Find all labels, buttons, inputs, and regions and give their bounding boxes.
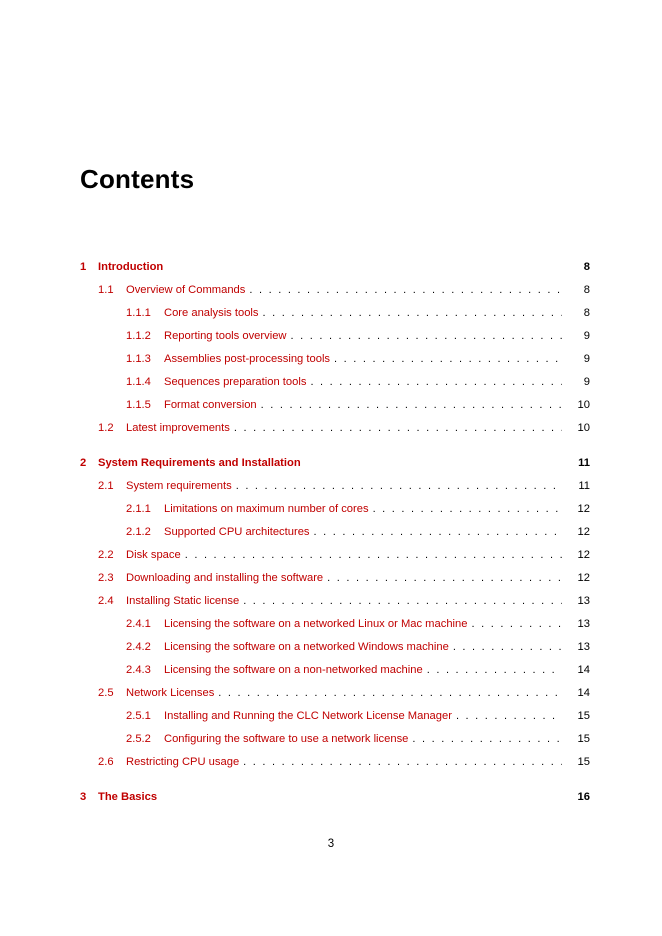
toc-entry-subsection[interactable] (80, 394, 590, 417)
toc-entry-page[interactable]: 8 (583, 261, 590, 273)
toc-entry-section[interactable] (80, 682, 590, 705)
dot-leader (185, 544, 562, 567)
toc-entry-section[interactable] (80, 567, 590, 590)
toc-entry-number[interactable]: 2.5.1 (126, 710, 151, 722)
toc-entry-subsection[interactable] (80, 728, 590, 751)
toc-entry-subsection[interactable] (80, 348, 590, 371)
toc-entry-page[interactable]: 14 (577, 687, 590, 699)
dot-leader (261, 394, 562, 417)
dot-leader (234, 417, 562, 440)
toc-entry-page[interactable]: 11 (578, 457, 590, 469)
dot-leader (243, 590, 562, 613)
toc-entry-number[interactable]: 1.1.1 (126, 307, 151, 319)
toc-entry-number[interactable]: 1.2 (98, 422, 114, 434)
table-of-contents (80, 256, 590, 809)
toc-entry-page[interactable]: 8 (583, 284, 590, 296)
toc-entry-number[interactable]: 1 (80, 261, 87, 273)
toc-entry-page[interactable]: 9 (583, 330, 590, 342)
page-title: Contents (80, 164, 195, 194)
toc-entry-number[interactable]: 2.4.3 (126, 664, 151, 676)
toc-entry-number[interactable]: 1.1.2 (126, 330, 151, 342)
toc-entry-number[interactable]: 2.3 (98, 572, 114, 584)
dot-leader (427, 659, 562, 682)
toc-entry-page[interactable]: 15 (577, 756, 590, 768)
toc-entry-page[interactable]: 13 (577, 595, 590, 607)
dot-leader (327, 567, 562, 590)
toc-entry-label[interactable]: Restricting CPU usage (126, 751, 243, 774)
toc-entry-page[interactable]: 15 (577, 733, 590, 745)
toc-entry-label[interactable]: System requirements (126, 475, 236, 498)
toc-entry-label[interactable]: Supported CPU architectures (164, 521, 314, 544)
toc-entry-page[interactable]: 9 (583, 376, 590, 388)
toc-entry-section[interactable] (80, 544, 590, 567)
toc-entry-section[interactable] (80, 475, 590, 498)
dot-leader (471, 613, 562, 636)
toc-entry-label[interactable]: Introduction (98, 256, 167, 279)
toc-entry-page[interactable]: 16 (577, 791, 590, 803)
toc-entry-subsection[interactable] (80, 521, 590, 544)
toc-entry-label[interactable]: Installing Static license (126, 590, 243, 613)
toc-entry-label[interactable]: The Basics (98, 786, 161, 809)
toc-entry-number[interactable]: 3 (80, 791, 87, 803)
dot-leader (263, 302, 562, 325)
dot-leader (243, 751, 562, 774)
toc-entry-label[interactable]: Overview of Commands (126, 279, 249, 302)
dot-leader (218, 682, 562, 705)
dot-leader (453, 636, 562, 659)
toc-entry-number[interactable]: 2.2 (98, 549, 114, 561)
toc-entry-label[interactable]: Format conversion (164, 394, 261, 417)
toc-entry-number[interactable]: 2.1.2 (126, 526, 151, 538)
toc-entry-label[interactable]: Network Licenses (126, 682, 218, 705)
toc-entry-page[interactable]: 11 (578, 480, 590, 492)
toc-entry-subsection[interactable] (80, 302, 590, 325)
dot-leader (236, 475, 562, 498)
toc-entry-page[interactable]: 9 (583, 353, 590, 365)
toc-entry-subsection[interactable] (80, 498, 590, 521)
toc-entry-label[interactable]: Licensing the software on a non-networked machine (164, 659, 427, 682)
toc-entry-subsection[interactable] (80, 636, 590, 659)
toc-entry-subsection[interactable] (80, 371, 590, 394)
page-number: 3 (327, 838, 335, 850)
toc-entry-section[interactable] (80, 279, 590, 302)
toc-entry-number[interactable]: 1.1.3 (126, 353, 151, 365)
toc-entry-label[interactable]: Downloading and installing the software (126, 567, 327, 590)
toc-entry-subsection[interactable] (80, 325, 590, 348)
toc-entry-page[interactable]: 14 (577, 664, 590, 676)
toc-entry-label[interactable]: Reporting tools overview (164, 325, 291, 348)
toc-entry-number[interactable]: 2.6 (98, 756, 114, 768)
toc-entry-page[interactable]: 12 (577, 549, 590, 561)
toc-entry-number[interactable]: 2.1.1 (126, 503, 151, 515)
toc-entry-page[interactable]: 13 (577, 618, 590, 630)
dot-leader (334, 348, 562, 371)
dot-leader (291, 325, 563, 348)
toc-entry-section[interactable] (80, 751, 590, 774)
toc-entry-page[interactable]: 10 (577, 422, 590, 434)
toc-entry-page[interactable]: 12 (577, 572, 590, 584)
toc-entry-label[interactable]: Licensing the software on a networked Windows machine (164, 636, 453, 659)
toc-entry-number[interactable]: 2.5 (98, 687, 114, 699)
toc-entry-section[interactable] (80, 417, 590, 440)
toc-entry-number[interactable]: 2.4.2 (126, 641, 151, 653)
toc-entry-subsection[interactable] (80, 613, 590, 636)
toc-entry-label[interactable]: Limitations on maximum number of cores (164, 498, 373, 521)
toc-entry-number[interactable]: 2.4.1 (126, 618, 151, 630)
dot-leader (456, 705, 562, 728)
toc-entry-page[interactable]: 13 (577, 641, 590, 653)
toc-entry-label[interactable]: Sequences preparation tools (164, 371, 310, 394)
toc-entry-page[interactable]: 8 (583, 307, 590, 319)
toc-entry-number[interactable]: 2.4 (98, 595, 114, 607)
toc-entry-subsection[interactable] (80, 705, 590, 728)
dot-leader (314, 521, 562, 544)
toc-entry-subsection[interactable] (80, 659, 590, 682)
toc-entry-label[interactable]: Assemblies post-processing tools (164, 348, 334, 371)
toc-entry-page[interactable]: 12 (577, 503, 590, 515)
toc-entry-number[interactable]: 2.5.2 (126, 733, 151, 745)
toc-entry-number[interactable]: 2.1 (98, 480, 114, 492)
toc-entry-label[interactable]: Licensing the software on a networked Linux or Mac machine (164, 613, 471, 636)
toc-entry-number[interactable]: 1.1.4 (126, 376, 151, 388)
dot-leader (412, 728, 562, 751)
dot-leader (373, 498, 562, 521)
toc-entry-page[interactable]: 15 (577, 710, 590, 722)
toc-entry-label[interactable]: Configuring the software to use a network license (164, 728, 412, 751)
toc-entry-label[interactable]: Core analysis tools (164, 302, 263, 325)
toc-entry-section[interactable] (80, 590, 590, 613)
toc-entry-number[interactable]: 1.1.5 (126, 399, 151, 411)
toc-entry-number[interactable]: 1.1 (98, 284, 114, 296)
toc-entry-page[interactable]: 12 (577, 526, 590, 538)
dot-leader (310, 371, 562, 394)
toc-entry-label[interactable]: Installing and Running the CLC Network License Manager (164, 705, 456, 728)
toc-entry-page[interactable]: 10 (577, 399, 590, 411)
toc-entry-label[interactable]: System Requirements and Installation (98, 452, 305, 475)
toc-entry-chapter[interactable] (80, 786, 590, 809)
toc-entry-label[interactable]: Latest improvements (126, 417, 234, 440)
toc-entry-number[interactable]: 2 (80, 457, 87, 469)
toc-entry-chapter[interactable] (80, 256, 590, 279)
toc-entry-label[interactable]: Disk space (126, 544, 185, 567)
dot-leader (249, 279, 562, 302)
toc-entry-chapter[interactable] (80, 452, 590, 475)
